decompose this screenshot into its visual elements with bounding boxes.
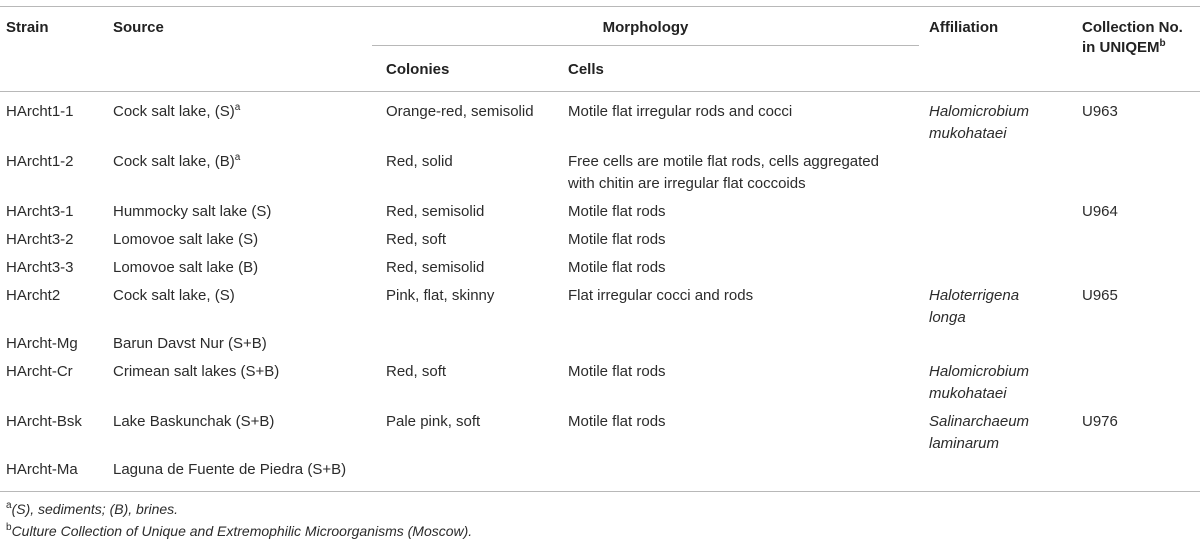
header-bottom-rule bbox=[0, 91, 1200, 92]
cell-cells: Motile flat rods bbox=[568, 259, 666, 276]
cell-strain: HArcht-Ma bbox=[6, 461, 78, 478]
cell-colonies: Pale pink, soft bbox=[386, 413, 481, 430]
cell-strain: HArcht1-1 bbox=[6, 103, 74, 120]
cell-strain: HArcht-Bsk bbox=[6, 413, 82, 430]
footnote-a: $^a$(S), sediments; (B), brines. bbox=[6, 500, 179, 517]
cell-colonies: Red, soft bbox=[386, 231, 447, 248]
cell-cells: Motile flat rods bbox=[568, 413, 666, 430]
header-source: Source bbox=[113, 19, 164, 36]
header-collection-line1: Collection No. bbox=[1082, 19, 1183, 36]
cell-strain: HArcht3-3 bbox=[6, 259, 74, 276]
footnote-b: $^b$Culture Collection of Unique and Extremophilic Microorganisms (Moscow). bbox=[6, 522, 473, 539]
cell-source: Lake Baskunchak (S+B) bbox=[113, 413, 275, 430]
cell-affiliation: Halomicrobium mukohataei bbox=[929, 103, 1030, 142]
cell-colonies: Pink, flat, skinny bbox=[386, 287, 495, 304]
cell-strain: HArcht2 bbox=[6, 287, 61, 304]
cell-cells: Motile flat irregular rods and cocci bbox=[568, 103, 793, 120]
table-bottom-rule bbox=[0, 491, 1200, 492]
cell-colonies: Red, solid bbox=[386, 153, 453, 170]
header-affiliation: Affiliation bbox=[929, 19, 999, 36]
cell-strain: HArcht-Mg bbox=[6, 335, 78, 352]
header-collection bbox=[1082, 18, 1183, 58]
cell-cells: Motile flat rods bbox=[568, 231, 666, 248]
cell-affiliation: Salinarchaeum laminarum bbox=[929, 413, 1030, 452]
cell-strain: HArcht1-2 bbox=[6, 153, 74, 170]
cell-cells: Motile flat rods bbox=[568, 203, 666, 220]
cell-colonies: Red, semisolid bbox=[386, 203, 485, 220]
header-collection-line2: in UNIQEM$^b$ bbox=[1082, 38, 1166, 56]
cell-source: Cock salt lake, $(B)^a$ bbox=[113, 152, 241, 170]
header-cells: Cells bbox=[568, 61, 604, 78]
cell-source: Barun Davst Nur (S+B) bbox=[113, 335, 267, 352]
cell-cells: Motile flat rods bbox=[568, 363, 666, 380]
table-top-rule bbox=[0, 6, 1200, 7]
cell-affiliation: Halomicrobium mukohataei bbox=[929, 363, 1030, 402]
cell-source: Cock salt lake, $(S)^a$ bbox=[113, 102, 241, 120]
cell-strain: HArcht3-1 bbox=[6, 203, 74, 220]
cell-source: Hummocky salt lake (S) bbox=[113, 203, 272, 220]
morphology-underline bbox=[372, 45, 919, 46]
cell-source: Cock salt lake, (S) bbox=[113, 287, 235, 304]
cell-source: Lomovoe salt lake (B) bbox=[113, 259, 259, 276]
cell-strain: HArcht3-2 bbox=[6, 231, 74, 248]
cell-source: Crimean salt lakes (S+B) bbox=[113, 363, 280, 380]
cell-colonies: Orange-red, semisolid bbox=[386, 103, 534, 120]
header-morphology: Morphology bbox=[602, 19, 689, 36]
cell-source: Lomovoe salt lake (S) bbox=[113, 231, 259, 248]
header-strain: Strain bbox=[6, 19, 49, 36]
cell-colonies: Red, soft bbox=[386, 363, 447, 380]
cell-collection: U976 bbox=[1082, 413, 1118, 430]
cell-cells: Free cells are motile flat rods, cells aggregated with chitin are irregular flat coccoids bbox=[568, 153, 879, 192]
cell-affiliation: Haloterrigena longa bbox=[929, 287, 1020, 326]
cell-collection: U963 bbox=[1082, 103, 1118, 120]
cell-strain: HArcht-Cr bbox=[6, 363, 73, 380]
cell-collection: U964 bbox=[1082, 203, 1118, 220]
cell-colonies: Red, semisolid bbox=[386, 259, 485, 276]
cell-cells: Flat irregular cocci and rods bbox=[568, 287, 754, 304]
cell-source: Laguna de Fuente de Piedra (S+B) bbox=[113, 461, 347, 478]
cell-collection: U965 bbox=[1082, 287, 1118, 304]
header-colonies: Colonies bbox=[386, 61, 450, 78]
